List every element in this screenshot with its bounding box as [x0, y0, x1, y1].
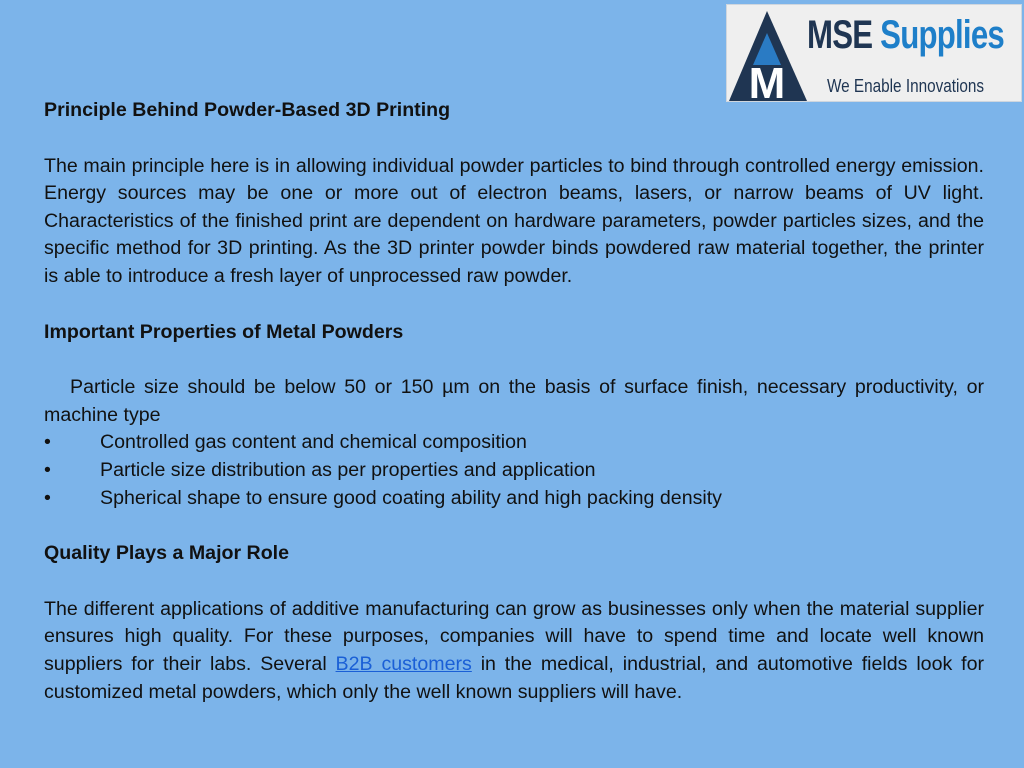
bullet-text: Particle size distribution as per properties and application	[100, 458, 596, 481]
quality-text-before-link: The different applications of additive manufacturing can grow as businesses only when the material supplier ensures high quality. For these purposes, companies will have to spend time and locate well known suppliers for their labs. Several	[44, 597, 984, 675]
bullet-item	[44, 457, 984, 485]
bullet-text: Spherical shape to ensure good coating ability and high packing density	[100, 486, 722, 509]
bullet-text: Controlled gas content and chemical composition	[100, 431, 527, 454]
quality-text-after-link: in the medical, industrial, and automotive fields look for customized metal powders, which only the well known suppliers will have.	[44, 652, 985, 703]
section-heading-principle: Principle Behind Powder-Based 3D Printing	[44, 99, 451, 121]
bullet-marker: •	[44, 431, 51, 454]
b2b-customers-link[interactable]: B2B customers	[335, 652, 472, 675]
section-paragraph-quality	[44, 596, 984, 706]
bullet-item	[44, 485, 984, 513]
document-body	[44, 97, 984, 706]
logo-name-part1: MSE	[807, 13, 873, 57]
logo-triangle-icon	[727, 5, 817, 102]
properties-intro: Particle size should be below 50 or 150 µm on the basis of surface finish, necessary productivity, or machine type	[44, 376, 984, 426]
logo-name-part2: Supplies	[880, 13, 1004, 57]
section-heading-properties: Important Properties of Metal Powders	[44, 320, 404, 343]
section-paragraph-principle: The main principle here is in allowing individual powder particles to bind through controlled energy emission. Energy sources may be one or more out of electron beams, lasers, or narrow beams of UV light. Characteristics of the finished print are dependent on hardware parameters, powder particles sizes, and the specific method for 3D printing. As the 3D printer powder binds powdered raw material together, the printer is able to introduce a fresh layer of unprocessed raw powder.	[44, 154, 984, 287]
bullet-item	[44, 429, 984, 457]
logo-name	[807, 13, 1004, 58]
logo-letter: M	[748, 59, 786, 103]
bullet-marker: •	[44, 458, 51, 481]
section-heading-quality: Quality Plays a Major Role	[44, 542, 290, 565]
logo-tagline: We Enable Innovations	[827, 76, 985, 96]
mse-supplies-logo	[726, 4, 1022, 102]
bullet-marker: •	[44, 486, 51, 509]
